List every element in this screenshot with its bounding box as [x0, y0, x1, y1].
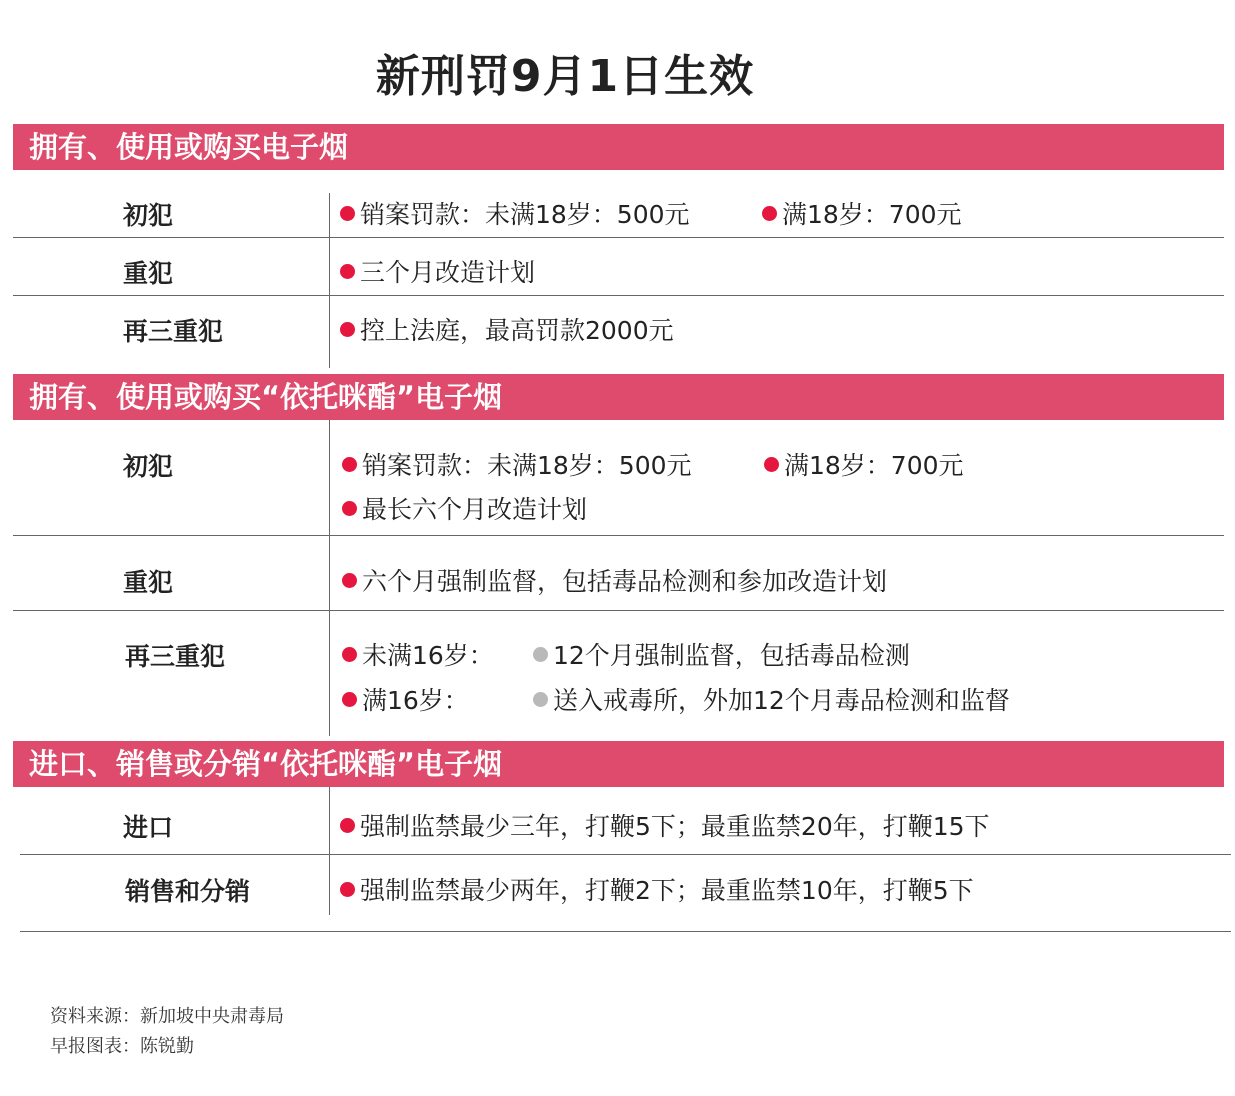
- table-bottom-rule: [20, 931, 1231, 932]
- page-title: 新刑罚9月1日生效: [375, 51, 755, 102]
- list-item: 送入戒毒所，外加12个月毒品检测和监督: [533, 681, 1010, 717]
- list-item: 满18岁：700元: [764, 446, 964, 482]
- list-item: 满18岁：700元: [762, 195, 962, 231]
- bullet-dot: [764, 457, 779, 472]
- bullet-dot: [342, 457, 357, 472]
- bullet-dot: [340, 264, 355, 279]
- list-item: 销案罚款：未满18岁：500元: [342, 446, 692, 482]
- list-item: 控上法庭，最高罚款2000元: [340, 311, 674, 347]
- section-heading-import-sell-etomidate-ecig: 进口、销售或分销“依托咪酯”电子烟: [13, 741, 1224, 787]
- row-label-first-offence: 初犯: [123, 452, 174, 481]
- row-divider: [13, 610, 1224, 611]
- bullet-dot: [340, 882, 355, 897]
- column-divider: [329, 420, 330, 736]
- row-label-sale-distribution: 销售和分销: [125, 877, 251, 906]
- row-divider: [13, 535, 1224, 536]
- list-item: 满16岁：: [342, 681, 469, 717]
- bullet-dot: [342, 647, 357, 662]
- row-label-import: 进口: [123, 813, 174, 842]
- list-item: 12个月强制监督，包括毒品检测: [533, 636, 910, 672]
- source-note: 资料来源：新加坡中央肃毒局: [50, 1006, 284, 1027]
- list-item: 六个月强制监督，包括毒品检测和参加改造计划: [342, 562, 887, 598]
- bullet-dot: [762, 206, 777, 221]
- row-label-repeat-offence: 重犯: [123, 259, 174, 288]
- row-divider: [13, 295, 1224, 296]
- list-item: 最长六个月改造计划: [342, 490, 587, 526]
- bullet-dot: [342, 501, 357, 516]
- row-divider: [13, 237, 1224, 238]
- bullet-dot: [342, 573, 357, 588]
- list-item: 三个月改造计划: [340, 253, 535, 289]
- row-divider: [20, 854, 1231, 855]
- row-label-first-offence: 初犯: [123, 201, 174, 230]
- list-item: 强制监禁最少三年，打鞭5下；最重监禁20年，打鞭15下: [340, 807, 990, 843]
- list-item: 未满16岁：: [342, 636, 494, 672]
- graphic-credit: 早报图表：陈锐勤: [50, 1036, 194, 1057]
- list-item: 强制监禁最少两年，打鞭2下；最重监禁10年，打鞭5下: [340, 871, 974, 907]
- section-heading-possess-ecig: 拥有、使用或购买电子烟: [13, 124, 1224, 170]
- bullet-dot: [340, 206, 355, 221]
- sub-bullet-dot: [533, 692, 548, 707]
- sub-bullet-dot: [533, 647, 548, 662]
- column-divider: [329, 787, 330, 915]
- column-divider: [329, 193, 330, 368]
- section-heading-possess-etomidate-ecig: 拥有、使用或购买“依托咪酯”电子烟: [13, 374, 1224, 420]
- bullet-dot: [342, 692, 357, 707]
- row-label-multiple-offence: 再三重犯: [123, 317, 224, 346]
- row-label-multiple-offence: 再三重犯: [125, 642, 226, 671]
- row-label-repeat-offence: 重犯: [123, 568, 174, 597]
- bullet-dot: [340, 322, 355, 337]
- list-item: 销案罚款：未满18岁：500元: [340, 195, 690, 231]
- bullet-dot: [340, 818, 355, 833]
